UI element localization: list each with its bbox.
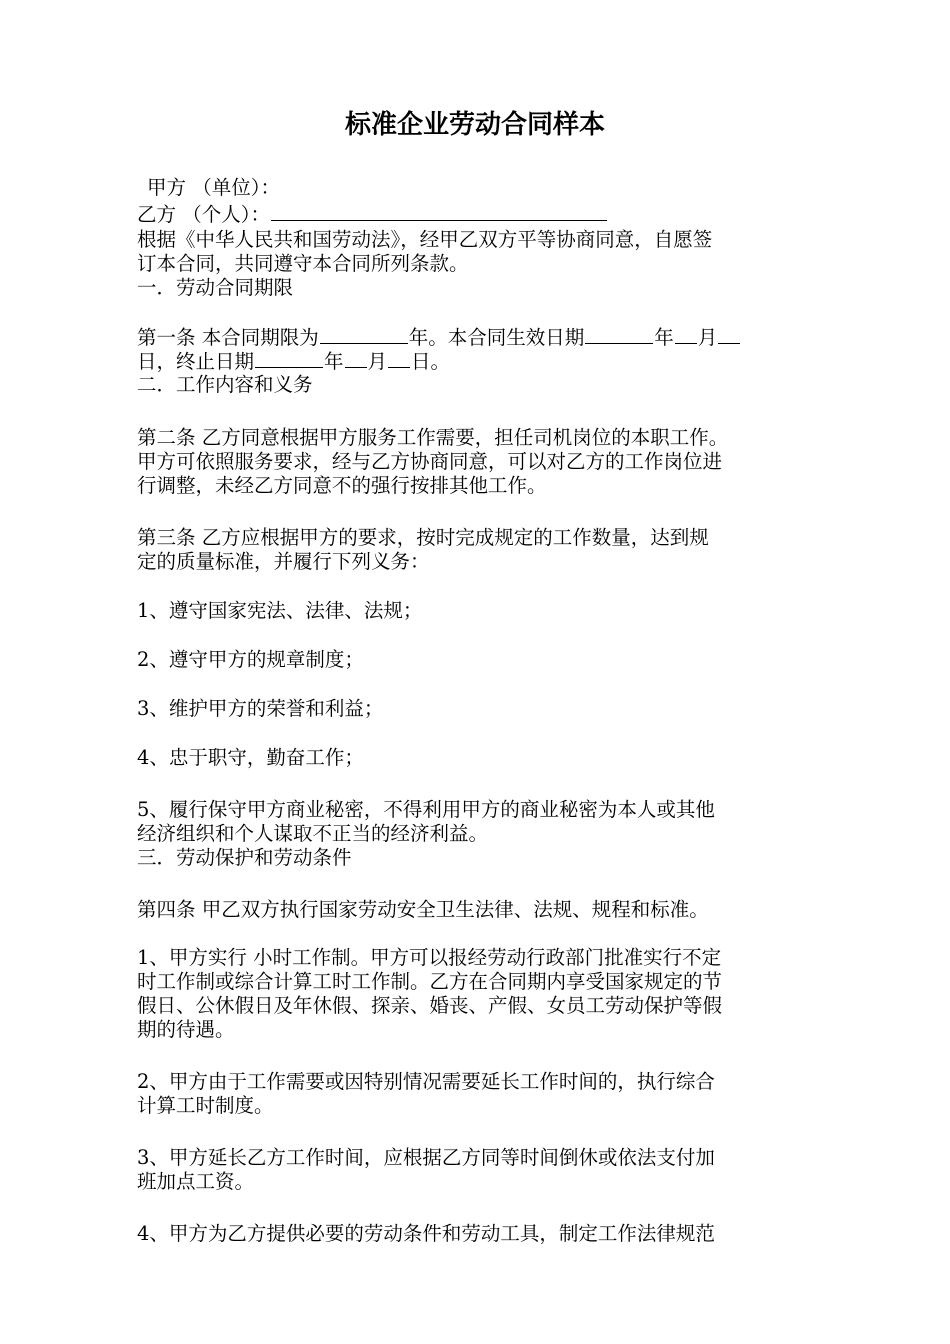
duty-4: 4、忠于职守，勤奋工作； xyxy=(137,746,364,769)
document-title: 标准企业劳动合同样本 xyxy=(344,110,605,140)
provision-3-line-1: 3、甲方延长乙方工作时间，应根据乙方同等时间倒休或依法支付加 xyxy=(137,1146,715,1169)
party-a-line xyxy=(147,176,837,200)
provision-1-line-4: 期的待遇。 xyxy=(137,1018,235,1041)
article-4: 第四条 甲乙双方执行国家劳动安全卫生法律、法规、规程和标准。 xyxy=(137,898,709,921)
provision-1-line-2: 时工作制或综合计算工时工作制。乙方在合同期内享受国家规定的节 xyxy=(137,970,723,993)
party-a-label: 甲方 （单位）： xyxy=(147,176,280,199)
article-2-line-2: 甲方可依照服务要求，经与乙方协商同意，可以对乙方的工作岗位进 xyxy=(137,450,723,473)
party-b-name-blank[interactable] xyxy=(271,202,607,221)
duty-2: 2、遵守甲方的规章制度； xyxy=(137,648,364,671)
duty-3: 3、维护甲方的荣誉和利益； xyxy=(137,697,384,720)
section-1-heading: 一．劳动合同期限 xyxy=(137,276,294,299)
duty-1: 1、遵守国家宪法、法律、法规； xyxy=(137,599,423,622)
article-1-line-1: 第一条 本合同期限为 年。本合同生效日期 年 月 xyxy=(137,325,827,350)
end-day-blank[interactable] xyxy=(388,349,410,368)
article-2-line-1: 第二条 乙方同意根据甲方服务工作需要，担任司机岗位的本职工作。 xyxy=(137,426,729,449)
start-month-blank[interactable] xyxy=(675,325,697,344)
provision-2-line-2: 计算工时制度。 xyxy=(137,1094,274,1117)
party-b-line xyxy=(137,202,827,227)
duty-5-line-1: 5、履行保守甲方商业秘密，不得利用甲方的商业秘密为本人或其他 xyxy=(137,798,715,821)
provision-1-line-3: 假日、公休假日及年休假、探亲、婚丧、产假、女员工劳动保护等假 xyxy=(137,994,723,1017)
provision-3-line-2: 班加点工资。 xyxy=(137,1170,255,1193)
end-year-blank[interactable] xyxy=(255,349,323,368)
start-year-blank[interactable] xyxy=(585,325,653,344)
section-2-heading: 二．工作内容和义务 xyxy=(137,373,313,396)
party-b-label: 乙方 （个人）： xyxy=(137,203,270,226)
duty-5-line-2: 经济组织和个人谋取不正当的经济利益。 xyxy=(137,822,489,845)
provision-4-line-1: 4、甲方为乙方提供必要的劳动条件和劳动工具，制定工作法律规范 xyxy=(137,1222,715,1245)
start-day-blank[interactable] xyxy=(718,325,740,344)
intro-line-2: 订本合同，共同遵守本合同所列条款。 xyxy=(137,252,469,275)
section-3-heading: 三．劳动保护和劳动条件 xyxy=(137,846,352,869)
article-3-line-1: 第三条 乙方应根据甲方的要求，按时完成规定的工作数量，达到规 xyxy=(137,526,709,549)
term-years-blank[interactable] xyxy=(320,325,408,344)
article-3-line-2: 定的质量标准，并履行下列义务： xyxy=(137,550,430,573)
provision-1-line-1: 1、甲方实行 小时工作制。甲方可以报经劳动行政部门批准实行不定 xyxy=(137,946,722,969)
article-2-line-3: 行调整，未经乙方同意不的强行按排其他工作。 xyxy=(137,474,547,497)
end-month-blank[interactable] xyxy=(345,349,367,368)
intro-line-1: 根据《中华人民共和国劳动法》，经甲乙双方平等协商同意，自愿签 xyxy=(137,228,713,251)
article-1-line-2: 日，终止日期 年 月 日。 xyxy=(137,350,451,373)
provision-2-line-1: 2、甲方由于工作需要或因特别情况需要延长工作时间的，执行综合 xyxy=(137,1070,715,1093)
